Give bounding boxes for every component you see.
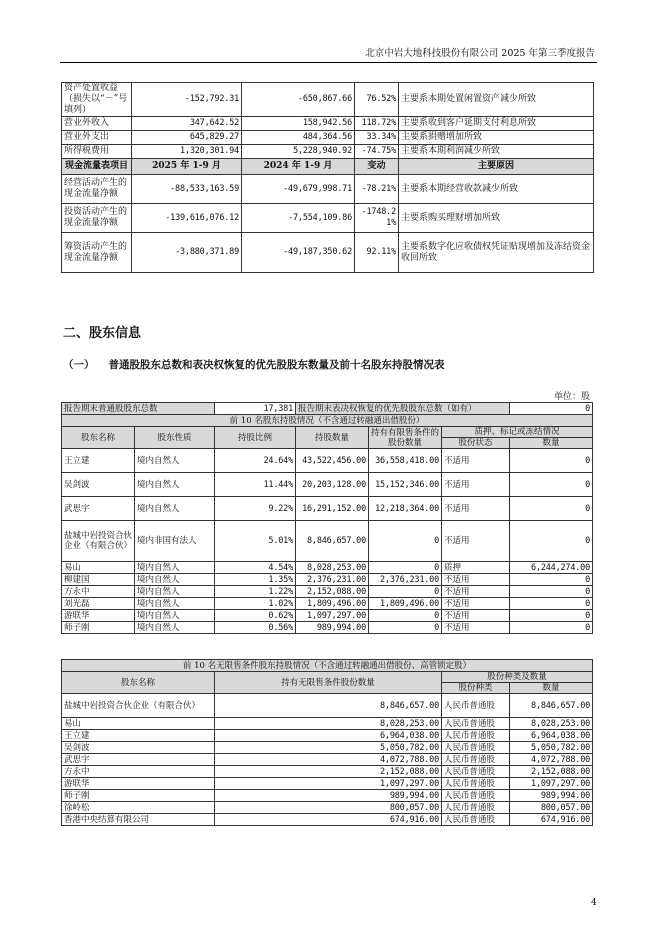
row-previous: -49,187,350.62 <box>242 233 355 273</box>
row-previous: -7,554,109.86 <box>242 204 355 233</box>
shareholder-pledge-num: 0 <box>510 449 593 473</box>
hdr-qty: 持股数量 <box>296 427 369 449</box>
row-current: -152,792.31 <box>132 83 242 117</box>
top10-title-row <box>62 415 593 427</box>
row-current: 1,320,301.94 <box>132 145 242 159</box>
subsection-text: 普通股股东总数和表决权恢复的优先股股东数量及前十名股东持股情况表 <box>108 359 445 371</box>
row-item: 投资活动产生的现金流量净额 <box>62 204 132 233</box>
shareholder-status: 不适用 <box>442 521 510 562</box>
uhdr-num: 数量 <box>510 683 593 694</box>
row-reason: 主要系收到客户延期支付利息所致 <box>399 117 594 131</box>
row-current: -139,616,076.12 <box>132 204 242 233</box>
row-change: -78.21% <box>355 175 399 204</box>
holder-name: 游联华 <box>62 778 215 790</box>
shareholder-nature: 境内自然人 <box>135 610 215 622</box>
page-header-title: 北京中岩大地科技股份有限公司 2025 年第三季度报告 <box>365 48 595 59</box>
shareholder-row <box>62 521 593 562</box>
shareholder-status: 不适用 <box>442 473 510 497</box>
shareholder-name: 易山 <box>62 562 135 574</box>
shareholder-restricted: 0 <box>369 610 442 622</box>
row-item: 营业外收入 <box>62 117 132 131</box>
holder-qty: 989,994.00 <box>215 790 442 802</box>
change-analysis-table <box>61 82 594 273</box>
holder-name: 师子刚 <box>62 790 215 802</box>
shareholder-name: 吴剑波 <box>62 473 135 497</box>
shareholder-row <box>62 622 593 634</box>
shareholder-nature: 境内自然人 <box>135 562 215 574</box>
shareholder-ratio: 0.62% <box>215 610 296 622</box>
uhdr-kind-group: 股份种类及数量 <box>442 672 593 683</box>
header-divider <box>60 62 597 63</box>
cashflow-row <box>62 233 594 273</box>
hdr-pledge: 质押、标记或冻结情况 <box>442 427 593 438</box>
row-current: -3,880,371.89 <box>132 233 242 273</box>
summary-label-2: 报告期末表决权恢复的优先股股东总数（如有） <box>296 403 510 415</box>
shareholder-status: 不适用 <box>442 598 510 610</box>
holder-num: 8,846,657.00 <box>510 694 593 718</box>
row-reason: 主要系数字化应收债权凭证贴现增加及冻结资金收回所致 <box>399 233 594 273</box>
shareholder-status: 质押 <box>442 562 510 574</box>
unrestricted-title: 前 10 名无限售条件股东持股情况（不含通过转融通出借股份、高管锁定股） <box>62 660 593 672</box>
section-title: 二、股东信息 <box>63 326 142 341</box>
shareholder-ratio: 0.56% <box>215 622 296 634</box>
shareholder-ratio: 9.22% <box>215 497 296 521</box>
row-item: 筹资活动产生的现金流量净额 <box>62 233 132 273</box>
cashflow-row <box>62 204 594 233</box>
shareholder-name: 方永中 <box>62 586 135 598</box>
holder-num: 989,994.00 <box>510 790 593 802</box>
shareholder-name: 武思宇 <box>62 497 135 521</box>
hdr-nature: 股东性质 <box>135 427 215 449</box>
shareholder-status: 不适用 <box>442 622 510 634</box>
holder-num: 4,072,788.00 <box>510 754 593 766</box>
cashflow-header-row <box>62 159 594 175</box>
hdr-restricted: 持有有限售条件的股份数量 <box>369 427 442 449</box>
row-change: 118.72% <box>355 117 399 131</box>
top10-title: 前 10 名股东持股情况（不含通过转融通出借股份） <box>62 415 593 427</box>
holder-qty: 1,097,297.00 <box>215 778 442 790</box>
shareholder-nature: 境内自然人 <box>135 574 215 586</box>
holder-kind: 人民币普通股 <box>442 802 510 814</box>
shareholder-ratio: 4.54% <box>215 562 296 574</box>
income-row <box>62 83 594 117</box>
shareholder-restricted: 0 <box>369 586 442 598</box>
shareholder-name: 游联华 <box>62 610 135 622</box>
holder-kind: 人民币普通股 <box>442 790 510 802</box>
unit-label: 单位：股 <box>553 392 590 402</box>
holder-num: 8,028,253.00 <box>510 718 593 730</box>
holder-num: 674,916.00 <box>510 814 593 826</box>
row-reason: 主要系本期利润减少所致 <box>399 145 594 159</box>
shareholder-name: 柳建国 <box>62 574 135 586</box>
shareholder-nature: 境内自然人 <box>135 598 215 610</box>
row-previous: -650,867.66 <box>242 83 355 117</box>
row-change: -1748.21% <box>355 204 399 233</box>
shareholder-row <box>62 449 593 473</box>
row-change: -74.75% <box>355 145 399 159</box>
row-current: 347,642.52 <box>132 117 242 131</box>
row-current: 645,829.27 <box>132 131 242 145</box>
holder-qty: 800,057.00 <box>215 802 442 814</box>
shareholder-row <box>62 586 593 598</box>
cashflow-header-reason: 主要原因 <box>399 159 594 175</box>
shareholder-restricted: 0 <box>369 622 442 634</box>
holder-name: 盐城中岩投资合伙企业（有限合伙） <box>62 694 215 718</box>
holder-kind: 人民币普通股 <box>442 814 510 826</box>
shareholder-nature: 境内自然人 <box>135 449 215 473</box>
unrestricted-row <box>62 754 593 766</box>
shareholder-ratio: 1.35% <box>215 574 296 586</box>
row-previous: 5,228,940.92 <box>242 145 355 159</box>
shareholder-name: 王立建 <box>62 449 135 473</box>
row-item: 营业外支出 <box>62 131 132 145</box>
shareholder-name: 刘光磊 <box>62 598 135 610</box>
shareholder-name: 盐城中岩投资合伙企业（有限合伙） <box>62 521 135 562</box>
shareholder-row <box>62 562 593 574</box>
row-item: 经营活动产生的现金流量净额 <box>62 175 132 204</box>
shareholder-nature: 境内自然人 <box>135 497 215 521</box>
unrestricted-row <box>62 778 593 790</box>
holder-kind: 人民币普通股 <box>442 754 510 766</box>
subsection-title <box>63 357 445 372</box>
shareholder-ratio: 1.02% <box>215 598 296 610</box>
shareholder-qty: 2,152,088.00 <box>296 586 369 598</box>
shareholder-qty: 2,376,231.00 <box>296 574 369 586</box>
shareholder-nature: 境内非国有法人 <box>135 521 215 562</box>
shareholder-row <box>62 473 593 497</box>
row-item: 所得税费用 <box>62 145 132 159</box>
shareholder-qty: 8,028,253.00 <box>296 562 369 574</box>
shareholder-pledge-num: 0 <box>510 521 593 562</box>
income-row <box>62 131 594 145</box>
shareholder-row <box>62 497 593 521</box>
uhdr-kind: 股份种类 <box>442 683 510 694</box>
unrestricted-row <box>62 814 593 826</box>
shareholder-row <box>62 574 593 586</box>
holder-name: 武思宇 <box>62 754 215 766</box>
summary-value-1: 17,381 <box>215 403 296 415</box>
shareholder-qty: 989,994.00 <box>296 622 369 634</box>
cashflow-header-cur: 2025 年 1-9 月 <box>132 159 242 175</box>
shareholder-name: 师子刚 <box>62 622 135 634</box>
unrestricted-header-row-1 <box>62 672 593 683</box>
shareholder-status: 不适用 <box>442 586 510 598</box>
holder-kind: 人民币普通股 <box>442 694 510 718</box>
holder-num: 6,964,038.00 <box>510 730 593 742</box>
shareholder-qty: 1,809,496.00 <box>296 598 369 610</box>
shareholder-ratio: 11.44% <box>215 473 296 497</box>
shareholder-pledge-num: 6,244,274.00 <box>510 562 593 574</box>
hdr-num: 数量 <box>510 438 593 449</box>
shareholder-restricted: 0 <box>369 562 442 574</box>
holder-kind: 人民币普通股 <box>442 718 510 730</box>
row-reason: 主要系本期处置闲置资产减少所致 <box>399 83 594 117</box>
holder-qty: 8,846,657.00 <box>215 694 442 718</box>
shareholder-ratio: 5.01% <box>215 521 296 562</box>
row-change: 92.11% <box>355 233 399 273</box>
holder-num: 2,152,088.00 <box>510 766 593 778</box>
shareholder-nature: 境内自然人 <box>135 586 215 598</box>
shareholder-pledge-num: 0 <box>510 586 593 598</box>
holder-kind: 人民币普通股 <box>442 730 510 742</box>
summary-row <box>62 403 593 415</box>
unrestricted-shareholders-table <box>61 659 593 826</box>
unrestricted-row <box>62 694 593 718</box>
income-row <box>62 145 594 159</box>
income-row <box>62 117 594 131</box>
hdr-status: 股份状态 <box>442 438 510 449</box>
shareholder-status: 不适用 <box>442 610 510 622</box>
holder-num: 5,050,782.00 <box>510 742 593 754</box>
shareholder-pledge-num: 0 <box>510 497 593 521</box>
row-item: 资产处置收益（损失以“－”号填列） <box>62 83 132 117</box>
shareholder-qty: 20,203,128.00 <box>296 473 369 497</box>
holder-kind: 人民币普通股 <box>442 766 510 778</box>
row-reason: 主要系购买理财增加所致 <box>399 204 594 233</box>
shareholder-ratio: 1.22% <box>215 586 296 598</box>
shareholder-restricted: 36,558,418.00 <box>369 449 442 473</box>
uhdr-qty: 持有无限售条件股份数量 <box>215 672 442 694</box>
top10-header-row-1 <box>62 427 593 438</box>
holder-qty: 674,916.00 <box>215 814 442 826</box>
row-reason: 主要系捐赠增加所致 <box>399 131 594 145</box>
cashflow-header-chg: 变动 <box>355 159 399 175</box>
shareholder-restricted: 0 <box>369 521 442 562</box>
holder-name: 王立建 <box>62 730 215 742</box>
shareholder-qty: 43,522,456.00 <box>296 449 369 473</box>
shareholder-ratio: 24.64% <box>215 449 296 473</box>
unrestricted-row <box>62 766 593 778</box>
holder-name: 吴剑波 <box>62 742 215 754</box>
shareholder-status: 不适用 <box>442 574 510 586</box>
row-change: 33.34% <box>355 131 399 145</box>
summary-label-1: 报告期末普通股股东总数 <box>62 403 215 415</box>
holder-kind: 人民币普通股 <box>442 778 510 790</box>
shareholder-qty: 16,291,152.00 <box>296 497 369 521</box>
uhdr-name: 股东名称 <box>62 672 215 694</box>
unrestricted-row <box>62 802 593 814</box>
holder-qty: 6,964,038.00 <box>215 730 442 742</box>
cashflow-row <box>62 175 594 204</box>
top10-shareholders-table <box>61 402 593 634</box>
holder-name: 方永中 <box>62 766 215 778</box>
shareholder-pledge-num: 0 <box>510 598 593 610</box>
shareholder-restricted: 15,152,346.00 <box>369 473 442 497</box>
holder-qty: 4,072,788.00 <box>215 754 442 766</box>
holder-qty: 8,028,253.00 <box>215 718 442 730</box>
shareholder-restricted: 12,218,364.00 <box>369 497 442 521</box>
shareholder-pledge-num: 0 <box>510 622 593 634</box>
shareholder-row <box>62 610 593 622</box>
shareholder-status: 不适用 <box>442 449 510 473</box>
subsection-number: （一） <box>63 359 95 371</box>
holder-name: 徐岭松 <box>62 802 215 814</box>
holder-name: 易山 <box>62 718 215 730</box>
row-reason: 主要系本期经营收款减少所致 <box>399 175 594 204</box>
row-previous: 484,364.56 <box>242 131 355 145</box>
holder-qty: 2,152,088.00 <box>215 766 442 778</box>
cashflow-header-prev: 2024 年 1-9 月 <box>242 159 355 175</box>
shareholder-qty: 1,097,297.00 <box>296 610 369 622</box>
unrestricted-row <box>62 718 593 730</box>
row-change: 76.52% <box>355 83 399 117</box>
summary-value-2: 0 <box>510 403 593 415</box>
holder-num: 1,097,297.00 <box>510 778 593 790</box>
shareholder-status: 不适用 <box>442 497 510 521</box>
unrestricted-title-row <box>62 660 593 672</box>
holder-kind: 人民币普通股 <box>442 742 510 754</box>
shareholder-pledge-num: 0 <box>510 610 593 622</box>
holder-num: 800,057.00 <box>510 802 593 814</box>
hdr-ratio: 持股比例 <box>215 427 296 449</box>
unrestricted-row <box>62 790 593 802</box>
cashflow-header-item: 现金流量表项目 <box>62 159 132 175</box>
page-number: 4 <box>591 898 597 908</box>
holder-name: 香港中央结算有限公司 <box>62 814 215 826</box>
holder-qty: 5,050,782.00 <box>215 742 442 754</box>
row-previous: 158,942.56 <box>242 117 355 131</box>
shareholder-restricted: 1,809,496.00 <box>369 598 442 610</box>
shareholder-nature: 境内自然人 <box>135 473 215 497</box>
row-current: -88,533,163.59 <box>132 175 242 204</box>
row-previous: -49,679,998.71 <box>242 175 355 204</box>
shareholder-qty: 8,846,657.00 <box>296 521 369 562</box>
unrestricted-row <box>62 730 593 742</box>
shareholder-nature: 境内自然人 <box>135 622 215 634</box>
shareholder-pledge-num: 0 <box>510 574 593 586</box>
shareholder-row <box>62 598 593 610</box>
hdr-name: 股东名称 <box>62 427 135 449</box>
shareholder-restricted: 2,376,231.00 <box>369 574 442 586</box>
unrestricted-row <box>62 742 593 754</box>
shareholder-pledge-num: 0 <box>510 473 593 497</box>
